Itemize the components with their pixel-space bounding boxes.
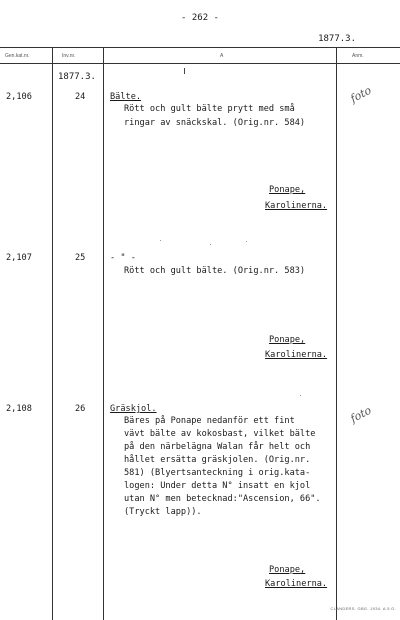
origin-place: Ponape, [269,335,306,345]
scan-speck [184,68,185,74]
printer-mark: CLANDERS. GBG. 1934. A.5 G. [330,606,396,611]
column-rule-1 [52,47,53,620]
entry-line: Bäres på Ponape nedanför ett fint [124,416,295,426]
entry-line: Rött och gult bälte prytt med små [124,104,295,114]
entry-line: ringar av snäckskal. (Orig.nr. 584) [124,118,306,128]
entry-line: (Tryckt lapp)). [124,507,202,517]
origin-place: Ponape, [269,185,306,195]
scan-speck [160,240,161,241]
entry-title: - " - [110,253,136,263]
column-rule-2 [103,47,104,620]
entry-line: utan N° men betecknad:"Ascension, 66". [124,494,321,504]
inv-nr: 26 [75,404,86,414]
column-header-gen-kat: Gen.kat.nr. [5,53,30,59]
header-bottom-rule [0,63,400,64]
column-header-a: A [220,53,224,59]
entry-line: 581) (Blyertsanteckning i orig.kata- [124,468,311,478]
origin-region: Karolinerna. [265,579,328,589]
entry-line: på den närbelägna Walan får helt och [124,442,311,452]
gen-kat-nr: 2,107 [6,253,32,263]
origin-region: Karolinerna. [265,350,328,360]
scan-speck [246,241,247,242]
entry-year: 1877.3. [58,72,96,82]
gen-kat-nr: 2,106 [6,92,32,102]
scan-speck [300,395,301,396]
scan-speck [210,244,211,245]
column-header-inv: Inv.nr. [62,53,76,59]
inv-nr: 24 [75,92,86,102]
annotation-foto: foto [348,403,374,426]
origin-place: Ponape, [269,565,306,575]
entry-title: Gräskjol. [110,404,157,414]
origin-region: Karolinerna. [265,201,328,211]
entry-line: Rött och gult bälte. (Orig.nr. 583) [124,266,306,276]
inv-nr: 25 [75,253,86,263]
entry-line: vävt bälte av kokosbast, vilket bälte [124,429,316,439]
page-number: - 262 - [181,13,219,23]
gen-kat-nr: 2,108 [6,404,32,414]
header-top-rule [0,47,400,48]
column-header-anm: Anm. [352,53,364,59]
entry-line: hållet ersätta gräskjolen. (Orig.nr. [124,455,311,465]
entry-line: logen: Under detta N° insatt en kjol [124,481,311,491]
entry-title: Bälte. [110,92,142,102]
year-top: 1877.3. [318,34,356,44]
annotation-foto: foto [348,83,374,106]
column-rule-3 [336,47,337,620]
